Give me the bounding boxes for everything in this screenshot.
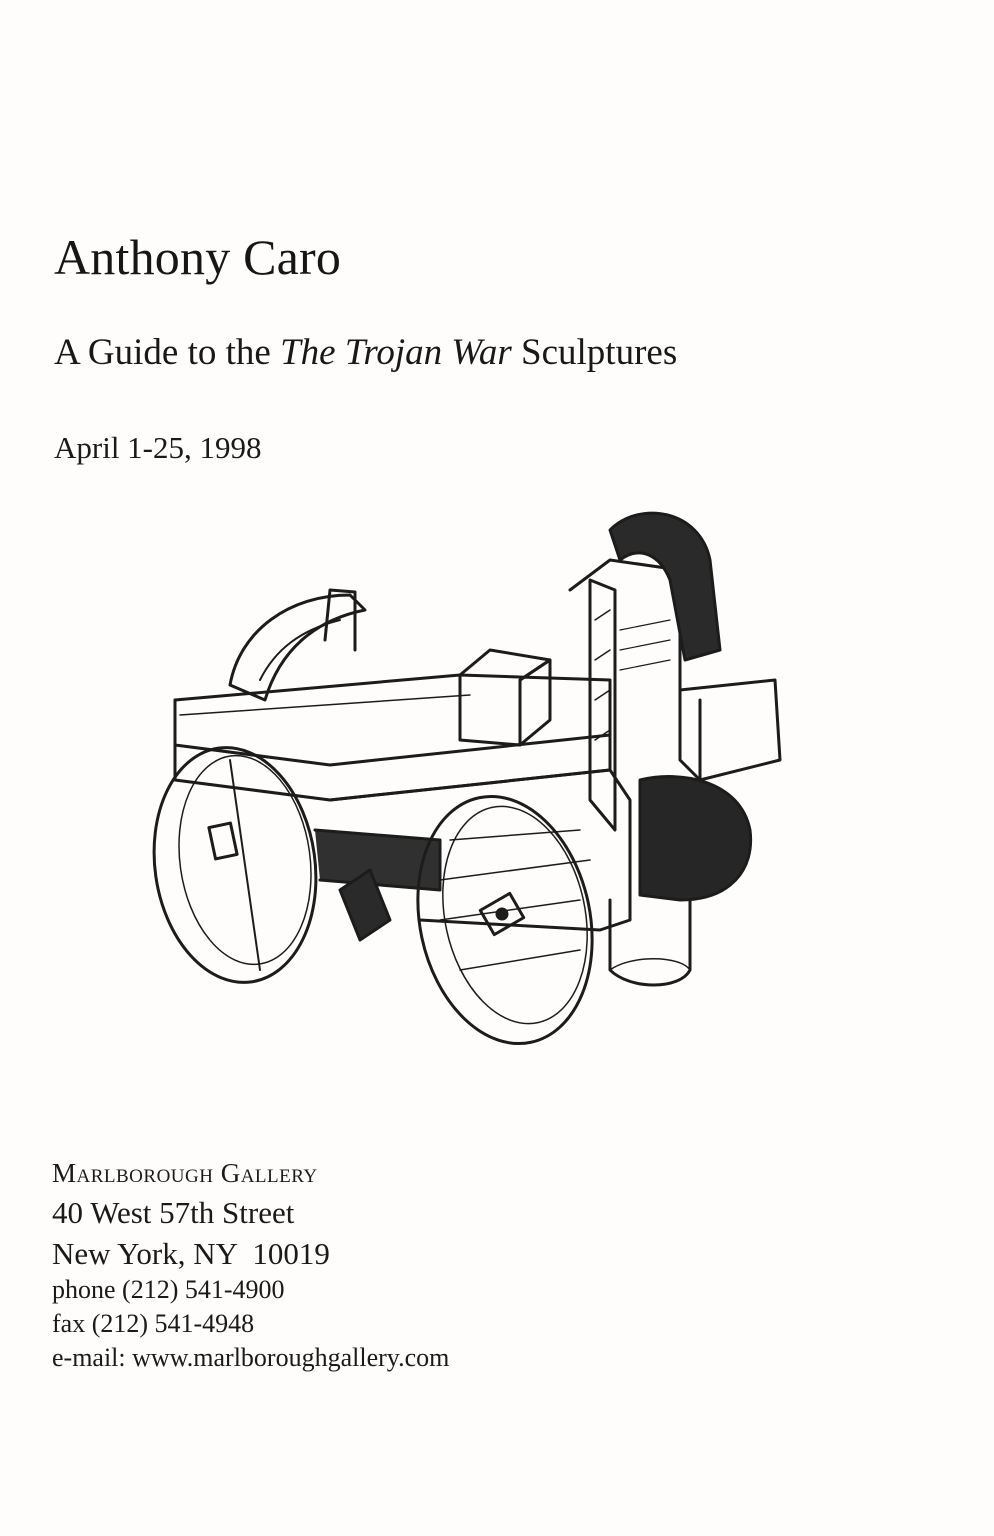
street-address: 40 West 57th Street (52, 1195, 295, 1230)
city-state-zip: New York, NY 10019 (52, 1236, 330, 1271)
sculpture-sketch-illustration (140, 500, 790, 1060)
exhibition-subtitle (54, 331, 677, 374)
left-wheel (140, 737, 331, 993)
top-hood (610, 513, 720, 660)
subtitle-prefix: A Guide to the (54, 332, 281, 373)
artist-name: Anthony Caro (54, 229, 342, 285)
email-website: e-mail: www.marlboroughgallery.com (52, 1343, 450, 1372)
deck (175, 675, 610, 800)
fax-number: fax (212) 541-4948 (52, 1309, 255, 1338)
subtitle-suffix: Sculptures (511, 332, 678, 373)
gallery-name: Marlborough Gallery (52, 1158, 318, 1188)
subtitle-italic-title: The Trojan War (280, 332, 512, 373)
exhibition-dates: April 1-25, 1998 (54, 430, 262, 465)
gallery-contact-block (52, 1160, 449, 1379)
phone-number: phone (212) 541-4900 (52, 1275, 285, 1304)
